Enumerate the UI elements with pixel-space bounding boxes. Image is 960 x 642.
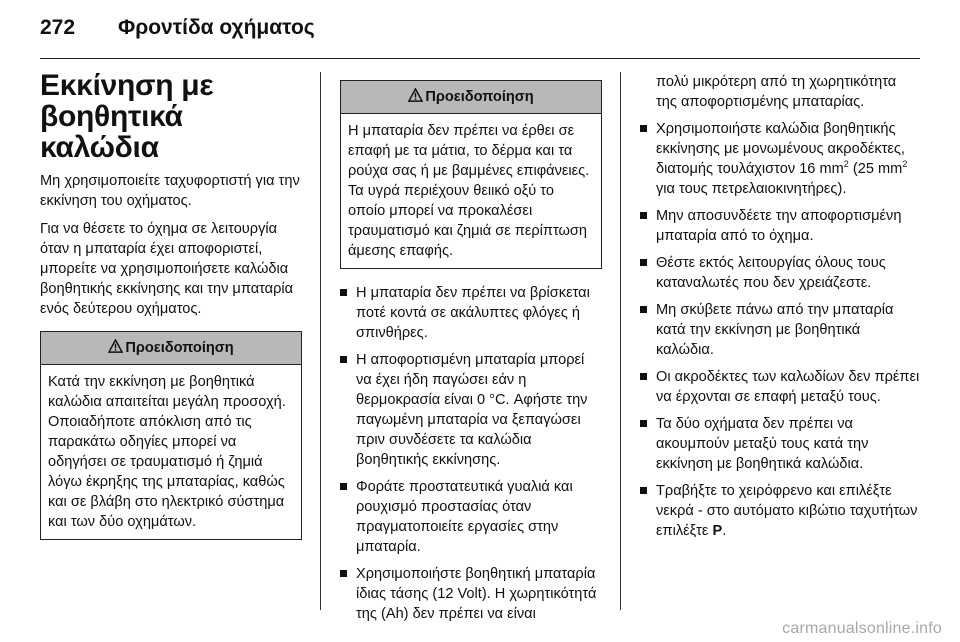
precaution-list (340, 283, 602, 624)
list-item (640, 206, 920, 246)
bullet-square-icon (640, 487, 647, 494)
list-item-text: Η αποφορτισμένη μπαταρία μπορεί να έχει ήδη παγώσει εάν η θερμοκρασία είναι 0 °C. Αφήστε την παγωμένη μπαταρία να ξεπαγώσει πριν συνδέσετε τα καλώδια βοηθητικής εκκίνησης. (356, 352, 588, 468)
column-1 (40, 70, 302, 540)
warning-header (41, 332, 301, 365)
warning-header (341, 81, 601, 114)
warning-triangle-icon (408, 88, 423, 102)
bullet-square-icon (640, 306, 647, 313)
section-title: Εκκίνηση με βοηθητικά καλώδια (40, 69, 214, 164)
list-item (640, 414, 920, 474)
bullet-square-icon (640, 125, 647, 132)
list-item (640, 367, 920, 407)
intro-paragraph-1: Μη χρησιμοποιείτε ταχυφορτιστή για την εκκίνηση του οχήματος. (40, 173, 300, 209)
bullet-square-icon (640, 259, 647, 266)
list-item-text: Μη σκύβετε πάνω από την μπαταρία κατά την εκκίνηση με βοηθητικά καλώδια. (656, 302, 894, 358)
page-number: 272 (40, 16, 76, 39)
list-item-text: Θέστε εκτός λειτουργίας όλους τους καταναλωτές που δεν χρειάζεστε. (656, 255, 886, 291)
column-divider-1 (320, 72, 321, 610)
list-item-text: Οι ακροδέκτες των καλωδίων δεν πρέπει να έρχονται σε επαφή μεταξύ τους. (656, 369, 920, 405)
watermark: carmanualsonline.info (782, 620, 942, 637)
list-item (640, 253, 920, 293)
list-item-text: Τραβήξτε το χειρόφρενο και επιλέξτε νεκρά - στο αυτόματο κιβώτιο ταχυτήτων επιλέξτε P. (656, 483, 918, 539)
warning-box-1 (40, 331, 302, 540)
list-item (340, 350, 602, 470)
column-3 (640, 70, 920, 548)
list-item-text: Η μπαταρία δεν πρέπει να βρίσκεται ποτέ κοντά σε ακάλυπτες φλόγες ή σπινθήρες. (356, 285, 590, 341)
list-item-text: Φοράτε προστατευτικά γυαλιά και ρουχισμό προστασίας όταν πραγματοποιείτε εργασίες στην μπαταρία. (356, 479, 573, 555)
list-item-text: Τα δύο οχήματα δεν πρέπει να ακουμπούν μεταξύ τους κατά την εκκίνηση με βοηθητικά καλώδια. (656, 416, 869, 472)
column-2 (340, 70, 602, 631)
page-header (0, 0, 960, 58)
list-item-text: Χρησιμοποιήστε βοηθητική μπαταρία ίδιας τάσης (12 Volt). Η χωρητικότητά της (Ah) δεν πρέπει να είναι (356, 566, 597, 622)
list-item-text: Μην αποσυνδέετε την αποφορτισμένη μπαταρία από το όχημα. (656, 208, 902, 244)
column-divider-2 (620, 72, 621, 610)
bullet-square-icon (340, 356, 347, 363)
running-title: Φροντίδα οχήματος (118, 16, 315, 39)
list-item (640, 481, 920, 541)
continued-text: πολύ μικρότερη από τη χωρητικότητα της αποφορτισμένης μπαταρίας. (656, 74, 897, 110)
list-item (340, 564, 602, 624)
gear-selector-key: P (712, 523, 723, 539)
list-item (340, 477, 602, 557)
warning-text: Κατά την εκκίνηση με βοηθητικά καλώδια απαιτείται μεγάλη προσοχή. Οποιαδήποτε απόκλιση από τις παρακάτω οδηγίες μπορεί να οδηγήσει σε τραυματισμό ή ζημιά λόγω έκρηξης της μπαταρίας, καθώς και σε βλάβη στο ηλεκτρικό σύστημα και των δύο οχημάτων. (48, 374, 286, 530)
header-rule (40, 58, 920, 59)
bullet-square-icon (640, 373, 647, 380)
bullet-square-icon (340, 570, 347, 577)
bullet-square-icon (640, 212, 647, 219)
intro-paragraph-2: Για να θέσετε το όχημα σε λειτουργία όταν η μπαταρία έχει αποφοριστεί, μπορείτε να χρησιμοποιήσετε καλώδια βοηθητικής εκκίνησης και την μπαταρία ενός δεύτερου οχήματος. (40, 221, 294, 317)
bullet-square-icon (640, 420, 647, 427)
precaution-list-continued (640, 119, 920, 541)
warning-box-2 (340, 80, 602, 269)
list-item (340, 283, 602, 343)
bullet-square-icon (340, 289, 347, 296)
warning-heading: Προειδοποίηση (125, 340, 234, 356)
warning-text: Η μπαταρία δεν πρέπει να έρθει σε επαφή με τα μάτια, το δέρμα και τα ρούχα σας ή με βαμμένες επιφάνειες. Τα υγρά περιέχουν θειικό οξύ το οποίο μπορεί να προκαλέσει τραυματισμό και ζημιά σε περίπτωση άμεσης επαφής. (348, 123, 590, 259)
warning-heading: Προειδοποίηση (425, 89, 534, 105)
list-item-text: Χρησιμοποιήστε καλώδια βοηθητικής εκκίνησης με μονωμένους ακροδέκτες, διατομής τουλάχιστον 16 $mm^2$ (25 $mm^2$ για τους πετρελαιοκινητήρες). (656, 121, 908, 197)
list-item (640, 119, 920, 199)
list-item (640, 300, 920, 360)
warning-triangle-icon (108, 339, 123, 353)
bullet-square-icon (340, 483, 347, 490)
